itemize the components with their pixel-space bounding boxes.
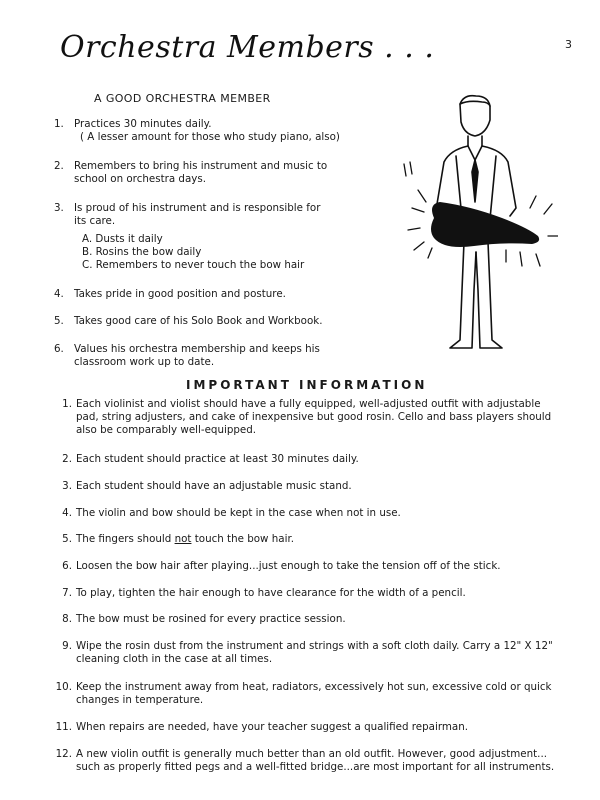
sub-item: A. Dusts it daily — [82, 233, 163, 245]
item-line: Keep the instrument away from heat, radiators, excessively hot sun, excessive cold or quick — [76, 681, 552, 693]
list-item — [48, 533, 558, 546]
item-number: 1. — [62, 398, 72, 410]
item-line: To play, tighten the hair enough to have clearance for the width of a pencil. — [76, 587, 466, 599]
list-item — [54, 288, 374, 301]
item-line: cleaning cloth in the case at all times. — [76, 653, 273, 665]
item-number: 6. — [62, 560, 72, 572]
item-number: 7. — [62, 587, 72, 599]
item-line: Each student should practice at least 30 minutes daily. — [76, 453, 359, 465]
item-line: Takes pride in good position and posture. — [74, 288, 286, 300]
item-line: The violin and bow should be kept in the case when not in use. — [76, 507, 401, 519]
list-item — [54, 202, 374, 272]
list-item — [54, 160, 374, 186]
item-line: Each student should have an adjustable music stand. — [76, 480, 352, 492]
item-number: 2. — [62, 453, 72, 465]
list-item — [54, 343, 374, 369]
student-with-violin-case-illustration — [398, 90, 558, 375]
item-line: school on orchestra days. — [74, 173, 207, 185]
list-item — [48, 398, 558, 437]
list-item — [48, 480, 558, 493]
list-item — [48, 507, 558, 520]
item-number: 4. — [62, 507, 72, 519]
item-number: 1. — [54, 118, 64, 130]
item-line: Values his orchestra membership and keeps his — [74, 343, 320, 355]
item-number: 10. — [55, 681, 72, 693]
item-number: 12. — [55, 748, 72, 760]
item-line: changes in temperature. — [76, 694, 204, 706]
emphasis-not: not — [174, 533, 192, 545]
list-item — [48, 453, 558, 466]
item-number: 9. — [62, 640, 72, 652]
list-item — [48, 560, 558, 573]
list-item — [48, 613, 558, 626]
item-line: Wipe the rosin dust from the instrument and strings with a soft cloth daily. Carry a 12" X 12" — [76, 640, 553, 652]
list-item — [48, 587, 558, 600]
item-line: such as properly fitted pegs and a well-fitted bridge...are most important for all instruments. — [76, 761, 555, 773]
list-item — [48, 640, 558, 666]
item-line: also be comparably well-equipped. — [76, 424, 257, 436]
item-number: 5. — [62, 533, 72, 545]
sub-item: C. Remembers to never touch the bow hair — [82, 259, 305, 271]
item-line: Practices 30 minutes daily. — [74, 118, 212, 130]
item-number: 8. — [62, 613, 72, 625]
good-member-heading: A GOOD ORCHESTRA MEMBER — [94, 92, 271, 105]
item-line: its care. — [74, 215, 116, 227]
item-number: 4. — [54, 288, 64, 300]
list-item — [54, 315, 374, 328]
list-item — [48, 748, 558, 774]
item-number: 5. — [54, 315, 64, 327]
item-line: ( A lesser amount for those who study piano, also) — [80, 131, 340, 143]
item-number: 6. — [54, 343, 64, 355]
item-line: Loosen the bow hair after playing...just enough to take the tension off of the stick. — [76, 560, 501, 572]
item-line: Remembers to bring his instrument and music to — [74, 160, 328, 172]
item-line: When repairs are needed, have your teacher suggest a qualified repairman. — [76, 721, 469, 733]
item-line: classroom work up to date. — [74, 356, 215, 368]
item-line: The fingers should not touch the bow hair. — [76, 533, 295, 545]
page-number: 3 — [565, 38, 572, 51]
item-line: Is proud of his instrument and is responsible for — [74, 202, 321, 214]
item-line: pad, string adjusters, and cake of inexpensive but good rosin. Cello and bass players should — [76, 411, 552, 423]
item-number: 11. — [55, 721, 72, 733]
item-line: Takes good care of his Solo Book and Workbook. — [74, 315, 323, 327]
page-title: Orchestra Members . . . — [60, 30, 435, 65]
list-item — [54, 118, 374, 144]
important-information-heading: IMPORTANT INFORMATION — [186, 378, 428, 392]
item-line: A new violin outfit is generally much better than an old outfit. However, good adjustment... — [76, 748, 547, 760]
item-line: The bow must be rosined for every practice session. — [76, 613, 346, 625]
list-item — [48, 721, 558, 734]
item-line: Each violinist and violist should have a fully equipped, well-adjusted outfit with adjustable — [76, 398, 541, 410]
list-item — [48, 681, 558, 707]
sub-item: B. Rosins the bow daily — [82, 246, 202, 258]
item-number: 2. — [54, 160, 64, 172]
item-number: 3. — [62, 480, 72, 492]
item-number: 3. — [54, 202, 64, 214]
